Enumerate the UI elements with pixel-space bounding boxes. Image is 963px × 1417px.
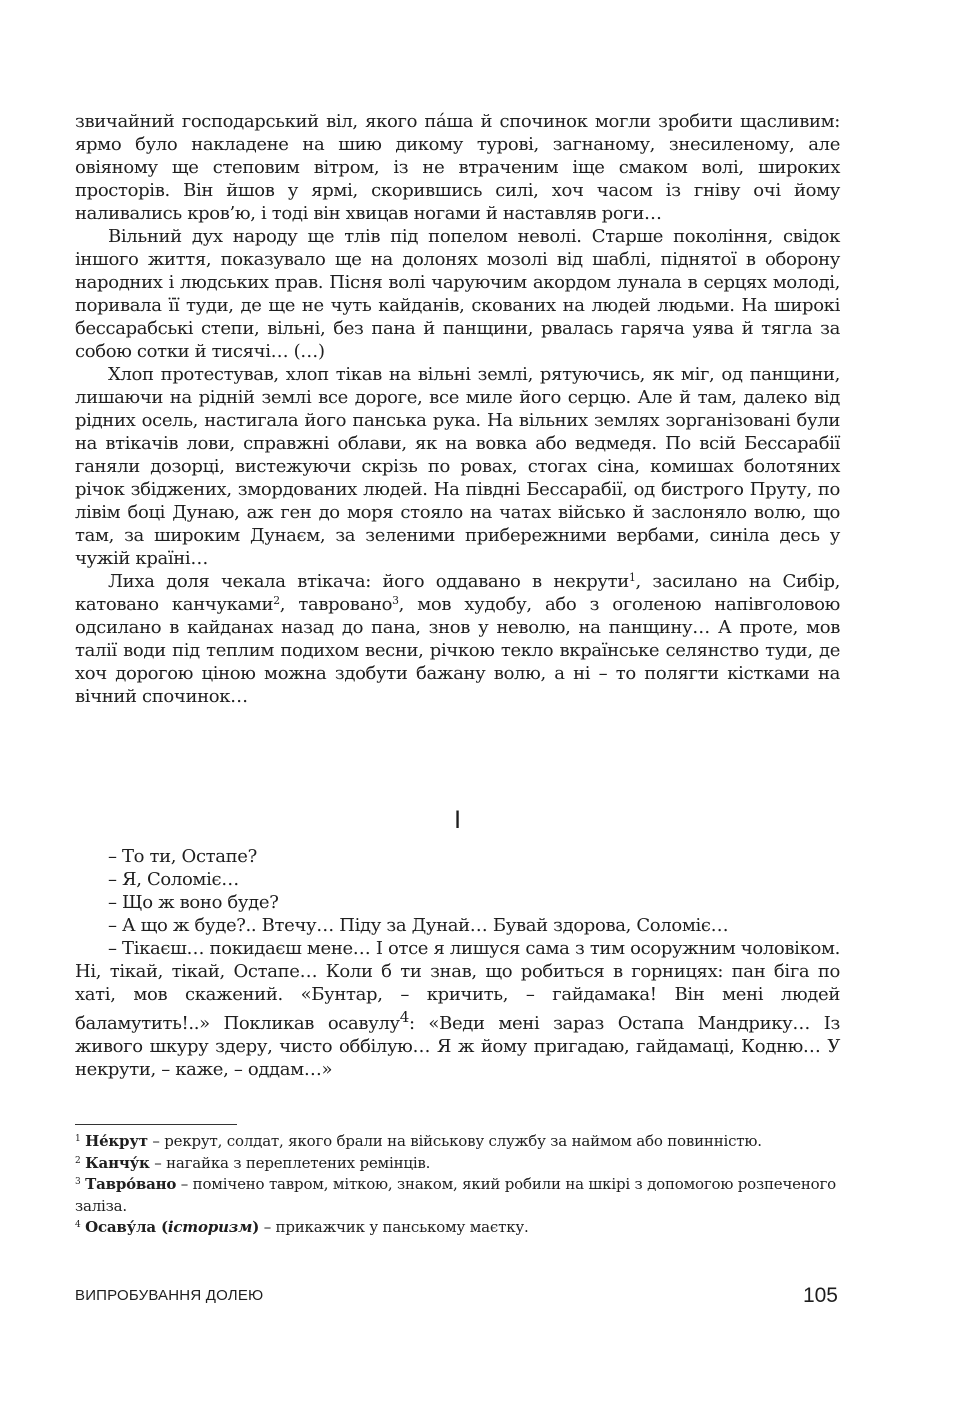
text-run: , мов худобу, або з оголеною напівголовою одсилано в кайданах назад до пана, знов у неволю, на панщину… А проте, мов талії води під теплим подихом весни, річкою текло вкраїнське селянство туди, де хоч дорогою ціною можна здобути бажану волю, а ні – то полягти кістками на вічний спочинок…: [75, 594, 840, 707]
footnote-number: 1: [75, 1134, 81, 1145]
text-run: , таврованo: [279, 594, 393, 615]
footnote-term: Осаву́ла: [85, 1218, 156, 1236]
footnote-text: – прикажчик у панському маєтку.: [259, 1218, 529, 1236]
running-title: ВИПРОБУВАННЯ ДОЛЕЮ: [75, 1287, 264, 1304]
footnote-term-paren: ): [252, 1218, 260, 1236]
dialogue-line: [75, 937, 840, 1081]
text-run: , засилано на Сибір, катовано канчуками: [75, 571, 840, 615]
footnotes: [75, 1131, 840, 1239]
dialogue-line: – То ти, Остапе?: [108, 846, 257, 867]
paragraph: [75, 570, 840, 708]
footnote-divider: [75, 1124, 237, 1125]
text-run: Лиха доля чекала втікача: його оддавано в некрути: [108, 571, 629, 592]
main-text: [75, 110, 840, 708]
page-footer: [75, 1284, 840, 1310]
dialogue-line: – А що ж буде?.. Втечу… Піду за Дунай… Бувай здорова, Соломіє…: [108, 915, 729, 936]
footnote-term: Не́крут: [85, 1132, 148, 1150]
footnote-ref-2: 2: [273, 594, 280, 608]
dialogue-line: – Я, Соломіє…: [108, 869, 239, 890]
footnote: [75, 1131, 840, 1153]
footnote-term: Тавро́вано: [85, 1175, 177, 1193]
footnote-number: 2: [75, 1155, 81, 1166]
footnote: [75, 1217, 840, 1239]
footnote-text: – рекрут, солдат, якого брали на військову службу за наймом або повинністю.: [147, 1132, 762, 1150]
footnote: [75, 1153, 840, 1175]
footnote-number: 3: [75, 1177, 81, 1188]
footnote-ref-4: 4: [399, 1008, 409, 1026]
footnote-term-paren: (: [155, 1218, 168, 1236]
paragraph: звичайний господарський віл, якого па́ша й спочинок могли зробити щасливим: ярмо було накладене на шию дикому турові, загнаному, знесиленому, але овіяному ще степовим вітром, із не втраченим іще смаком волі, широких просторів. Він йшов у ярмі, скорившись силі, хоч часом із гніву очі йому наливались кров’ю, і тоді він хвицав ногами й наставляв роги…: [75, 111, 840, 224]
page-number: 105: [802, 1284, 838, 1307]
footnote-number: 4: [75, 1220, 81, 1231]
footnote: [75, 1174, 840, 1217]
dialogue-block: [75, 845, 840, 1081]
footnote-ref-3: 3: [392, 594, 399, 608]
footnote-ref-1: 1: [628, 571, 636, 585]
footnote-text: – нагайка з переплетених ремінців.: [149, 1153, 431, 1172]
text-run: – Тікаєш… покидаєш мене… І отсе я лишуся сама з тим осоружним чоловіком. Ні, тікай, тікай, Остапе… Коли б ти знав, що робиться в горницях: пан біга по хаті, мов скажений. «Бунтар, – кричить, – гайдамака! Він мені людей баламутить!..» Покликав осавулу: [75, 938, 840, 1034]
chapter-heading: I: [453, 806, 462, 834]
paragraph: Хлоп протестував, хлоп тікав на вільні землі, рятуючись, як міг, од панщини, лишаючи на рідній землі все дороге, все миле його серцю. Але й там, далеко від рідних осель, настигала його панська рука. На вільних землях зорганізовані були на втікачів лови, справжні облави, як на вовка або ведмедя. По всій Бессарабії ганяли дозорці, вистежуючи скрізь по ровах, стогах сіна, комишах болотяних річок збіджених, змордованих людей. На півдні Бессарабії, од бистрого Пруту, по лівім боці Дунаю, аж ген до моря стояло на чатах військо й заслоняло волю, що там, за широким Дунаєм, за зеленими прибережними вербами, синіла десь у чужій країні…: [75, 364, 840, 569]
footnote-term-italic: історизм: [167, 1218, 253, 1236]
dialogue-line: – Що ж воно буде?: [108, 892, 279, 913]
text-run: : «Веди мені зараз Остапа Мандрику… Із живого шкуру здеру, чисто оббілую… Я ж йому пригадаю, гайдамаці, Кодню… У некрути, – каже, – оддам…»: [75, 1013, 840, 1080]
footnote-text: – помічено тавром, міткою, знаком, який робили на шкірі з допомогою розпеченого заліза.: [75, 1175, 836, 1215]
paragraph: Вільний дух народу ще тлів під попелом неволі. Старше покоління, свідок іншого життя, показувало ще на долонях мозолі від шаблі, піднятої в оборону народних і людських прав. Пісня волі чаруючим акордом лунала в серцях молоді, поривала її туди, де ще не чуть кайданів, скованих на людей людьми. На широкі бессарабські степи, вільні, без пана й панщини, рвалась гаряча уява й тягла за собою сотки й тисячі… (…): [75, 226, 840, 362]
footnote-term: Канчу́к: [85, 1153, 150, 1172]
